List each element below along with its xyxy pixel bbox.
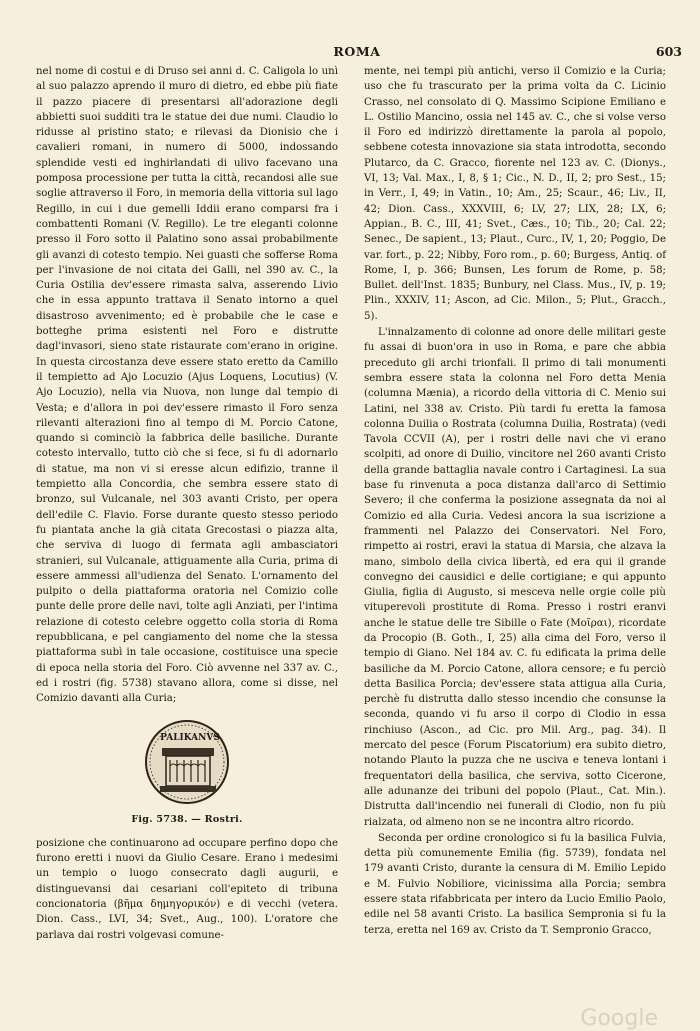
rostri-figure <box>36 716 338 827</box>
watermark: Google <box>580 1006 658 1031</box>
right-column <box>364 64 666 939</box>
figure-caption: Fig. 5738. — Rostri. <box>131 814 243 826</box>
right-paragraph-2: L'innalzamento di colonne ad onore delle militari geste fu assai di buon'ora in uso in Roma, e pare che abbia preceduto gli archi trionfali. Il primo di tali monumenti sembra essere stata la colonna nel Foro detta Menia (columna Mænia), a ricordo della vittoria di C. Menio sui Latini, nel 338 av. Cristo. Più tardi fu eretta la famosa colonna Duilia o Rostrata (columna Duilia, Rostrata) (vedi Tavola CCVII (A), per i rostri delle navi che vi erano scolpiti, ad onore di Duilio, vincitore nel 260 avanti Cristo della grande battaglia navale contro i Cartaginesi. La sua base fu rinvenuta a poca distanza dall'arco di Settimio Severo; il che conferma la posizione assegnata da noi al Comizio ed alla Curia. Vedesi ancora la sua iscrizione a frammenti nel Palazzo dei Conservatori. Nel Foro, rimpetto ai rostri, eravi la statua di Marsia, che alzava la mano, simbolo della civica libertà, ed era qui il grande convegno dei causidici e delle cortigiane; e qui appunto Giulia, figlia di Augusto, si mesceva nelle orgie colle più vituperevoli prostitute di Roma. Presso i rostri eranvi anche le statue delle tre Sibille o Fate (Μοῖραι), ricordate da Procopio (B. Goth., I, 25) alla cima del Foro, verso il tempio di Giano. Nel 184 av. C. fu edificata la prima delle basiliche da M. Porcio Catone, allora censore; e fu perciò detta Basilica Porcia; dev'essere stata attigua alla Curia, perchè fu distrutta dallo stesso incendio che consunse la seconda, quando vi fu arso il corpo di Clodio in essa rinchiuso (Ascon., ad Cic. pro Mil. Arg., pag. 34). Il mercato del pesce (Forum Piscatorium) era subito dietro, notando Plauto la puzza che ne usciva e teneva lontani i frequentatori della basilica, che serviva, sotto Cicerone, alle adunanze dei tribuni del popolo (Plaut., Cat. Min.). Distrutta dall'incendio nei funerali di Clodio, non fu più rialzata, od almeno non se ne incontra altro ricordo. <box>364 327 666 828</box>
left-paragraph-2: posizione che continuarono ad occupare perfino dopo che furono eretti i nuovi da Giulio Cesare. Erano i medesimi un tempio o luogo consecrato dagli augurii, e distinguevansi dai cesariani coll'epiteto di tribuna concionatoria (βῆμα δημηγορικόν) e di vecchi (vetera. Dion. Cass., LVI, 34; Svet., Aug., 100). L'oratore che parlava dai rostri volgevasi comune- <box>36 837 338 941</box>
page-number: 603 <box>655 44 682 59</box>
page-header <box>32 44 682 62</box>
running-title: ROMA <box>333 44 381 59</box>
coin-inscription: PALIKANVS <box>160 733 220 744</box>
left-column <box>36 64 338 944</box>
right-paragraph-3: Seconda per ordine cronologico si fu la basilica Fulvia, detta più comunemente Emilia (fig. 5739), fondata nel 179 avanti Cristo, durante la censura di M. Emilio Lepido e M. Fulvio Nobiliore, vicinissima alla Porcia; sembra essere stata rifabbricata per intero da Lucio Emilio Paolo, edile nel 58 avanti Cristo. La basilica Sempronia si fu la terza, eretta nel 169 av. Cristo da T. Sempronio Gracco, <box>364 832 666 936</box>
left-paragraph-1: nel nome di costui e di Druso sei anni d. C. Caligola lo unì al suo palazzo aprendo il muro di dietro, ed ebbe più fiate il pazzo piacere di presentarsi all'adorazione degli abbietti suoi sudditi tra le statue dei due numi. Claudio lo ridusse al pristino stato; e rilevasi da Dionisio che i cavalieri romani, in numero di 5000, indossando splendide vesti ed inghirlandati di ulivo facevano una pomposa processione per tutta la città, recandosi alle sue soglie attraverso il Foro, in memoria della vittoria sul lago Regillo, in cui i due gemelli Iddii erano comparsi fra i combattenti Romani (V. Regillo). Le tre eleganti colonne presso il Foro sotto il Palatino sono assai probabilmente gli avanzi di cotesto tempio. Nei guasti che sofferse Roma per l'invasione de noi citata dei Galli, nel 390 av. C., la Curia Ostilia dev'essere rimasta salva, asserendo Livio che in essa appunto trattava il Senato intorno a quel disastroso avvenimento; ed è probabile che le case e botteghe prima esistenti nel Foro e distrutte dagl'invasori, sieno state ristaurate com'erano in origine. In questa circostanza deve essere stato eretto da Camillo il tempietto ad Ajo Locuzio (Ajus Loquens, Locutius) (V. Ajo Locuzio), nella via Nuova, non lunge dal tempio di Vesta; e d'allora in poi dev'essere rimasto il Foro senza rilevanti alterazioni fino al tempo di M. Porcio Catone, quando si cominciò la fabbrica delle basiliche. Durante cotesto intervallo, tutto ciò che si fece, si fu di adornarlo di statue, ma non vi si eresse alcun edifizio, tranne il tempietto alla Concordia, che sembra essere stato di bronzo, sul Vulcanale, nel 303 avanti Cristo, per opera dell'edile C. Flavio. Forse durante questo stesso periodo fu piantata anche la già citata Grecostasi o piazza alta, che serviva di luogo di fermata agli ambasciatori stranieri, sul Vulcanale, attiguamente alla Curia, prima di essere ammessi all'udienza del Senato. L'ornamento del pulpito o della piattaforma oratoria nel Comizio colle punte delle prore delle navi, tolte agli Anziati, per l'intima relazione di cotesto celebre oggetto colla storia di Roma repubblicana, e pel cangiamento del nome che la stessa piattaforma subì in tale occasione, costituisce una specie di epoca nella storia del Foro. Ciò avvenne nel 337 av. C., ed i rostri (fig. 5738) stavano allora, come si disse, nel Comizio davanti alla Curia; <box>36 66 338 705</box>
rostri-coin-image <box>144 716 230 808</box>
right-paragraph-1: mente, nei tempi più antichi, verso il Comizio e la Curia; uso che fu trascurato per la prima volta da C. Licinio Crasso, nel consolato di Q. Massimo Scipione Emiliano e L. Ostilio Mancino, ossia nel 145 av. C., che si volse verso il Foro ed indirizzò direttamente la parola al popolo, sebbene cotesta innovazione sia stata introdotta, secondo Plutarco, da C. Gracco, fiorente nel 123 av. C. (Dionys., VI, 13; Val. Max., I, 8, § 1; Cic., N. D., II, 2; pro Sest., 15; in Verr., I, 49; in Vatin., 10; Am., 25; Scaur., 46; Liv., II, 42; Dion. Cass., XXXVIII, 6; LV, 27; LIX, 28; LX, 6; Appian., B. C., III, 41; Svet., Cæs., 10; Tib., 20; Cal. 22; Senec., De sapient., 13; Plaut., Curc., IV, 1, 20; Poggio, De var. fort., p. 22; Nibby, Foro rom., p. 60; Burgess, Antiq. of Rome, I, p. 366; Bunsen, Les forum de Rome, p. 58; Bullet. dell'Inst. 1835; Bunbury, nel Class. Mus., IV, p. 19; Plin., XXXIV, 11; Ascon, ad Cic. Milon., 5; Plut., Gracch., 5). <box>364 66 666 322</box>
